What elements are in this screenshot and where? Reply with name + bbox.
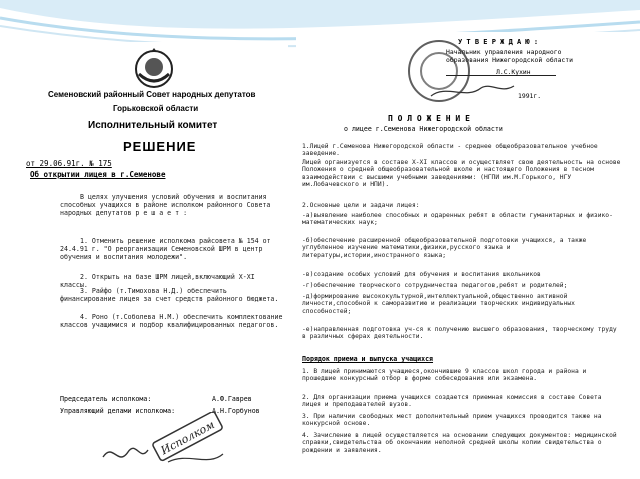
decree-preamble: В целях улучшения условий обучения и воспитания способных учащихся в районе исполком районного Совета народных депутатов р е ш а е т : [60, 193, 271, 217]
decree-item-4: 4. Роно (т.Соболева Н.М.) обеспечить комплектование классов учащимися и подбор квалифицированных педагогов. [60, 313, 283, 329]
signature-role-chairman: Председатель исполкома: [60, 395, 152, 403]
regulation-para-7: -г)обеспечение творческого сотрудничества педагогов,ребят и родителей; [302, 282, 568, 289]
order-section-head: Порядок приема и выпуска учащихся [302, 355, 434, 363]
approval-line-4: 1991г. [518, 92, 542, 100]
regulation-para-9: -е)направленная подготовка уч-ся к получению высшего образования, творческому труду в различных сферах деятельности. [302, 326, 617, 341]
approval-line-2: образования Нижегородской области [446, 56, 573, 64]
decree-page [18, 42, 288, 479]
regulation-para-3: 2.Основные цели и задачи лицея: [302, 202, 420, 209]
order-item-2: 2. Для организации приема учащихся создается приемная комиссия в составе Совета лицея и преподавателей вузов. [302, 394, 602, 409]
approval-head: У Т В Е Р Ж Д А Ю : [458, 38, 539, 46]
decree-date-number: от 29.06.91г. № 175 [26, 159, 112, 168]
decree-header-line1: Семеновский районный Совет народных депутатов [48, 90, 256, 99]
regulation-para-6: -в)создание особых условий для обучения и воспитания школьников [302, 271, 541, 278]
signature-role-manager: Управляющий делами исполкома: [60, 407, 176, 415]
order-item-1: 1. В лицей принимаются учащиеся,окончившие 9 классов школ города и района и прошедшие конкурсный отбор в форме собеседования или экзамена. [302, 368, 587, 383]
regulation-para-5: -б)обеспечение расширенной общеобразовательной подготовки учащихся, а также углубленное изучение математики,физики,русского языка и литературы,истории,иностранного языка; [302, 237, 587, 259]
decree-header-line2: Горьковской области [113, 104, 199, 113]
svg-text:Исполком: Исполком [158, 418, 217, 458]
decree-item-2: 2. Открыть на базе ШРМ лицей,включающий X-XI классы. [60, 273, 255, 289]
signature-name-manager: А.Н.Горбунов [212, 407, 260, 415]
regulation-para-4: -а)выявление наиболее способных и одаренных ребят в области гуманитарных и физико-математических наук; [302, 212, 613, 227]
handwritten-date [426, 78, 516, 102]
regulation-para-1: 1.Лицей г.Семенова Нижегородской области - среднее общеобразовательное учебное заведение. [302, 143, 598, 158]
approval-line-3: Л.С.Кухин [496, 68, 531, 76]
order-item-3: 3. При наличии свободных мест дополнительный прием учащихся проводится также на конкурсной основе. [302, 413, 602, 428]
decree-item-1: 1. Отменить решение исполкома райсовета № 154 от 24.4.91 г. "О реорганизации Семеновской ШРМ в центр обучения и воспитания молодежи". [60, 237, 271, 261]
decree-item-3: 3. Райфо (т.Тимохова Н.Д.) обеспечить финансирование лицея за счет средств районного бюджета. [60, 287, 279, 303]
decree-title: РЕШЕНИЕ [123, 139, 197, 154]
regulation-page [296, 32, 630, 479]
regulation-para-2: Лицей организуется в составе X-XI классов и осуществляет свою деятельность на основе Положения о средней общеобразовательной школе и настоящего Положения в тесном взаимодействии с высшими учебными заведениями: (НГПИ им.М.Горького, НГУ им.Лобачевского и НПИ). [302, 159, 621, 189]
regulation-title: П О Л О Ж Е Н И Е [388, 114, 470, 123]
regulation-para-8: -д)формирование высококультурной,интеллектуальной,общественно активной личности,способной к саморазвитию и реализации творческих индивидуальных способностей; [302, 293, 575, 315]
handwritten-signature [98, 412, 238, 474]
regulation-subtitle: о лицее г.Семенова Нижегородской области [344, 125, 503, 133]
approval-line-1: Начальник управления народного [446, 48, 562, 56]
emblem-icon [133, 48, 175, 90]
decree-committee: Исполнительный комитет [88, 120, 218, 131]
decree-subject: Об открытии лицея в г.Семенове [30, 170, 166, 179]
order-item-4: 4. Зачисление в лицей осуществляется на основании следующих документов: медицинской справки,свидетельства об окончании неполной средней школы копии свидетельства о рождении и заявления. [302, 432, 617, 454]
signature-name-chairman: А.Ф.Гаврев [212, 395, 252, 403]
